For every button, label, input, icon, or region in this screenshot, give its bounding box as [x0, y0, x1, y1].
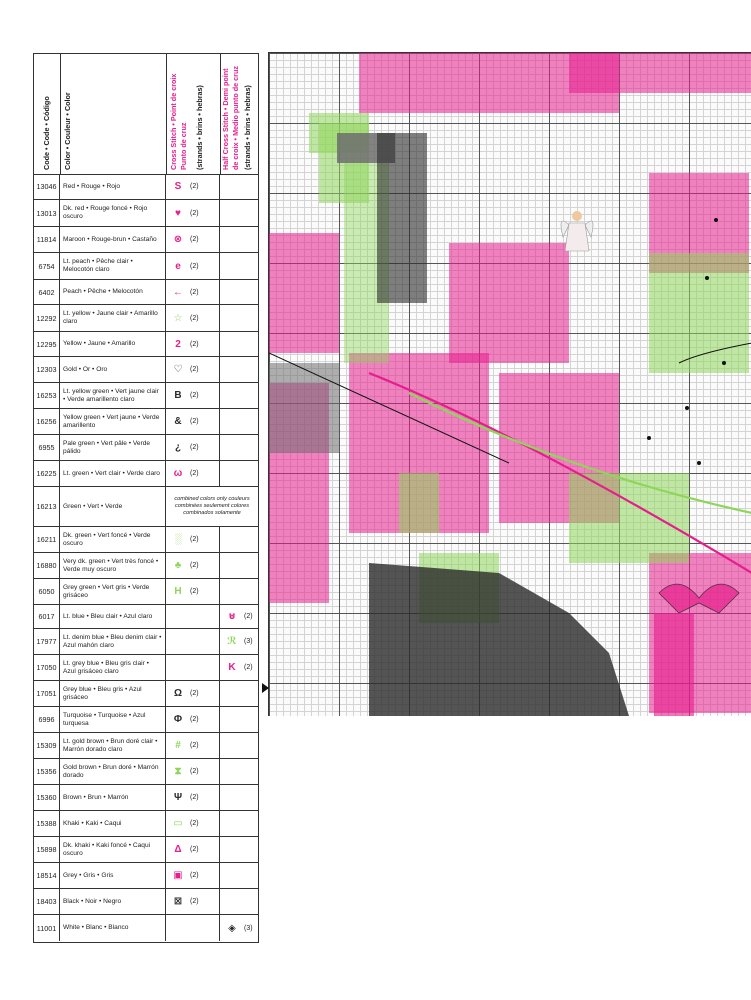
cross-stitch-cell	[166, 811, 220, 836]
thread-code: 15309	[34, 733, 60, 758]
stitch-symbol-icon: e	[175, 260, 181, 272]
half-stitch-cell	[220, 811, 258, 836]
strand-count: (2)	[190, 768, 199, 775]
half-stitch-cell	[220, 889, 258, 914]
strand-count: (2)	[190, 288, 199, 296]
strand-count: (2)	[190, 872, 199, 879]
key-row	[34, 280, 258, 305]
thread-color-name: Khaki • Kaki • Caqui	[60, 811, 166, 836]
thread-color-name: Very dk. green • Vert très foncé • Verde muy oscuro	[60, 553, 166, 578]
header-strands-1: (strands • brins • hebras)	[195, 85, 204, 170]
thread-color-name: Lt. blue • Bleu clair • Azul claro	[60, 605, 166, 628]
thread-color-name: Grey green • Vert gris • Verde grisáceo	[60, 579, 166, 604]
half-stitch-cell	[220, 681, 258, 706]
cross-stitch-cell	[166, 553, 220, 578]
bow-tail	[654, 613, 694, 716]
key-row	[34, 915, 258, 941]
strand-count: (2)	[190, 366, 199, 373]
thread-color-name: Black • Noir • Negro	[60, 889, 166, 914]
key-row	[34, 200, 258, 227]
strand-count: (2)	[190, 846, 199, 853]
header-half-col	[220, 54, 258, 174]
cross-stitch-cell	[166, 227, 220, 252]
center-arrow-marker	[262, 683, 269, 693]
cross-stitch-cell	[166, 280, 220, 304]
thread-color-name: Dk. khaki • Kaki foncé • Caqui oscuro	[60, 837, 166, 862]
thread-color-name: Grey blue • Bleu gris • Azul grisáceo	[60, 681, 166, 706]
key-row	[34, 579, 258, 605]
thread-color-name: Grey • Gris • Gris	[60, 863, 166, 888]
half-stitch-cell	[220, 253, 258, 279]
pattern-region	[569, 473, 689, 563]
half-stitch-cell	[220, 527, 258, 552]
thread-code: 15360	[34, 785, 60, 810]
key-header	[34, 54, 258, 175]
strand-count: (2)	[190, 588, 199, 595]
angel-body	[565, 223, 589, 251]
stitch-symbol-icon: S	[174, 181, 182, 192]
stitch-symbol-icon: ♥	[175, 207, 181, 219]
key-row	[34, 409, 258, 435]
thread-color-name: Lt. green • Vert clair • Verde claro	[60, 461, 166, 486]
stitch-symbol-icon: ⧗	[174, 766, 182, 777]
header-half-cross-2: de croix • Medio punto de cruz	[231, 66, 240, 170]
half-strand-count: (2)	[244, 664, 253, 671]
thread-code: 12292	[34, 305, 60, 331]
half-stitch-cell	[220, 280, 258, 304]
thread-code: 15898	[34, 837, 60, 862]
key-row	[34, 553, 258, 579]
thread-code: 6050	[34, 579, 60, 604]
key-row	[34, 811, 258, 837]
key-row	[34, 837, 258, 863]
half-stitch-cell	[220, 305, 258, 331]
key-row	[34, 174, 258, 200]
thread-code: 16225	[34, 461, 60, 486]
pillar-shadow	[377, 133, 427, 303]
pattern-region	[269, 233, 339, 353]
half-stitch-symbol-icon: ℛ	[227, 636, 237, 647]
stitch-symbol-icon: ☆	[173, 312, 183, 324]
half-stitch-cell	[220, 629, 258, 654]
strand-count: (2)	[190, 418, 199, 425]
thread-color-name: Lt. gold brown • Brun doré clair • Marrón dorado claro	[60, 733, 166, 758]
strand-count: (2)	[190, 470, 199, 477]
cross-stitch-cell	[166, 863, 220, 888]
cross-stitch-cell	[166, 759, 220, 784]
stitch-symbol-icon: ░	[174, 534, 182, 545]
key-row	[34, 227, 258, 253]
thread-code: 12303	[34, 357, 60, 382]
thread-color-name: Red • Rouge • Rojo	[60, 174, 166, 199]
key-row	[34, 629, 258, 655]
half-stitch-symbol-icon: ◈	[228, 922, 236, 934]
key-row	[34, 305, 258, 332]
thread-code: 16880	[34, 553, 60, 578]
chart-pattern	[269, 53, 751, 716]
stitch-symbol-icon: ω	[173, 468, 183, 479]
key-row	[34, 889, 258, 915]
half-stitch-cell	[220, 409, 258, 434]
thread-color-name: Lt. yellow green • Vert jaune clair • Verde amarillento claro	[60, 383, 166, 408]
half-stitch-cell	[220, 435, 258, 460]
thread-code: 16256	[34, 409, 60, 434]
stitch-symbol-icon: ♣	[174, 560, 182, 571]
left-tile-block	[269, 363, 339, 453]
thread-code: 18403	[34, 889, 60, 914]
key-row	[34, 435, 258, 461]
half-stitch-cell	[220, 785, 258, 810]
thread-color-name: Turquoise • Turquoise • Azul turquesa	[60, 707, 166, 732]
header-half-cross: Half Cross Stitch • Demi point	[221, 68, 230, 170]
cross-stitch-cell	[166, 837, 220, 862]
pattern-region	[569, 53, 751, 93]
stitch-symbol-icon: Ω	[173, 688, 183, 699]
key-row	[34, 785, 258, 811]
header-cross-stitch-2: Punto de cruz	[179, 122, 188, 170]
thread-color-name: Gold • Or • Oro	[60, 357, 166, 382]
thread-code: 11001	[34, 915, 60, 941]
thread-code: 18514	[34, 863, 60, 888]
strand-count: (2)	[190, 183, 199, 190]
key-row	[34, 461, 258, 487]
cross-stitch-cell	[166, 655, 220, 680]
thread-code: 16253	[34, 383, 60, 408]
half-stitch-cell	[220, 655, 258, 680]
cross-stitch-cell	[166, 461, 220, 486]
stitch-symbol-icon: ←	[173, 286, 183, 298]
cross-stitch-cell	[166, 174, 220, 199]
thread-color-name: White • Blanc • Blanco	[60, 915, 166, 941]
half-stitch-cell	[220, 579, 258, 604]
half-stitch-cell	[220, 707, 258, 732]
half-stitch-cell	[220, 863, 258, 888]
thread-color-name: Dk. red • Rouge foncé • Rojo oscuro	[60, 200, 166, 226]
stitch-symbol-icon: ⊠	[173, 896, 183, 907]
pattern-region	[399, 473, 439, 533]
header-cross-col	[166, 54, 221, 174]
thread-code: 17051	[34, 681, 60, 706]
key-row	[34, 733, 258, 759]
half-stitch-cell	[220, 332, 258, 356]
half-stitch-cell	[220, 174, 258, 199]
thread-code: 6955	[34, 435, 60, 460]
cross-stitch-cell	[166, 605, 220, 628]
thread-code: 11814	[34, 227, 60, 252]
half-stitch-cell	[220, 915, 258, 941]
color-key-table	[33, 53, 259, 943]
cross-stitch-cell	[166, 681, 220, 706]
thread-code: 12295	[34, 332, 60, 356]
stitch-symbol-icon: 2	[175, 338, 181, 350]
strand-count: (2)	[190, 562, 199, 569]
thread-color-name: Lt. peach • Pêche clair • Melocotón claro	[60, 253, 166, 279]
key-row	[34, 863, 258, 889]
thread-code: 13046	[34, 174, 60, 199]
thread-color-name: Green • Vert • Verde	[60, 487, 166, 526]
strand-count: (2)	[190, 820, 199, 827]
thread-color-name: Yellow • Jaune • Amarillo	[60, 332, 166, 356]
strand-count: (2)	[190, 340, 199, 348]
key-row	[34, 605, 258, 629]
pattern-region	[449, 243, 569, 363]
cross-stitch-chart	[268, 52, 751, 716]
chart-dot	[705, 276, 709, 280]
thread-color-name: Lt. denim blue • Bleu denim clair • Azul mahón claro	[60, 629, 166, 654]
half-stitch-cell	[220, 461, 258, 486]
header-code-col	[34, 54, 61, 174]
cross-stitch-cell	[166, 435, 220, 460]
half-stitch-symbol-icon: ⊍	[227, 611, 237, 622]
stitch-symbol-icon: #	[175, 740, 181, 751]
cross-stitch-cell	[166, 527, 220, 552]
thread-color-name: Gold brown • Brun doré • Marrón dorado	[60, 759, 166, 784]
half-stitch-cell	[220, 605, 258, 628]
cross-stitch-cell	[166, 200, 220, 226]
strand-count: (2)	[190, 536, 199, 543]
thread-code: 15388	[34, 811, 60, 836]
stitch-symbol-icon: Δ	[174, 844, 182, 855]
strand-count: (2)	[190, 794, 199, 801]
stitch-symbol-icon: ▭	[173, 818, 183, 829]
strand-count: (2)	[190, 392, 199, 399]
cross-stitch-cell	[166, 305, 220, 331]
stitch-symbol-icon: Ψ	[173, 792, 183, 803]
thread-code: 16213	[34, 487, 60, 526]
dark-base	[369, 563, 629, 716]
key-rows	[34, 174, 258, 942]
half-strand-count: (2)	[244, 613, 253, 620]
thread-code: 17977	[34, 629, 60, 654]
half-stitch-symbol-icon: K	[228, 662, 236, 673]
half-strand-count: (3)	[244, 924, 253, 932]
thread-color-name: Pale green • Vert pâle • Verde pálido	[60, 435, 166, 460]
cross-stitch-cell	[166, 409, 220, 434]
key-row	[34, 707, 258, 733]
stitch-symbol-icon: &	[174, 416, 182, 427]
angel-head	[572, 211, 582, 221]
header-color: Color • Couleur • Color	[63, 92, 72, 170]
cross-stitch-cell	[166, 332, 220, 356]
thread-code: 16211	[34, 527, 60, 552]
stitch-symbol-icon: ♡	[173, 364, 183, 375]
key-row	[34, 527, 258, 553]
cross-stitch-cell	[166, 629, 220, 654]
key-row	[34, 487, 258, 527]
stitch-symbol-icon: B	[174, 390, 182, 401]
strand-count: (2)	[190, 898, 199, 905]
key-row	[34, 759, 258, 785]
thread-color-name: Lt. yellow • Jaune clair • Amarillo claro	[60, 305, 166, 331]
thread-code: 6754	[34, 253, 60, 279]
strand-count: (2)	[190, 236, 199, 243]
thread-code: 6402	[34, 280, 60, 304]
header-code: Code • Code • Código	[42, 96, 51, 170]
cross-stitch-cell	[166, 707, 220, 732]
strand-count: (2)	[190, 314, 199, 322]
thread-color-name: Dk. green • Vert foncé • Verde oscuro	[60, 527, 166, 552]
cross-stitch-cell	[166, 487, 258, 526]
key-row	[34, 655, 258, 681]
thread-color-name: Lt. grey blue • Bleu gris clair • Azul grisáceo claro	[60, 655, 166, 680]
stitch-symbol-icon: ⊗	[173, 234, 183, 245]
strand-count: (2)	[190, 444, 199, 451]
chart-dot	[714, 218, 718, 222]
half-stitch-cell	[220, 837, 258, 862]
thread-code: 6996	[34, 707, 60, 732]
header-cross-stitch: Cross Stitch • Point de croix	[169, 73, 178, 170]
thread-color-name: Yellow green • Vert jaune • Verde amarillento	[60, 409, 166, 434]
chart-dot	[685, 406, 689, 410]
key-row	[34, 681, 258, 707]
cross-stitch-cell	[166, 383, 220, 408]
thread-color-name: Maroon • Rouge-brun • Castaño	[60, 227, 166, 252]
half-stitch-cell	[220, 553, 258, 578]
half-stitch-cell	[220, 357, 258, 382]
cross-stitch-cell	[166, 579, 220, 604]
strand-count: (2)	[190, 690, 199, 697]
thread-code: 17050	[34, 655, 60, 680]
header-color-col	[60, 54, 167, 174]
strand-count: (2)	[190, 209, 199, 217]
chart-dot	[647, 436, 651, 440]
thread-code: 15356	[34, 759, 60, 784]
key-row	[34, 357, 258, 383]
cross-stitch-cell	[166, 357, 220, 382]
header-strands-2: (strands • brins • hebras)	[243, 85, 252, 170]
key-row	[34, 332, 258, 357]
cross-stitch-cell	[166, 915, 220, 941]
cross-stitch-cell	[166, 785, 220, 810]
key-row	[34, 253, 258, 280]
half-stitch-cell	[220, 759, 258, 784]
thread-code: 13013	[34, 200, 60, 226]
half-stitch-cell	[220, 200, 258, 226]
half-stitch-cell	[220, 227, 258, 252]
chart-dot	[722, 361, 726, 365]
half-stitch-cell	[220, 733, 258, 758]
thread-color-name: Peach • Pêche • Melocotón	[60, 280, 166, 304]
stitch-symbol-icon: ▣	[173, 870, 183, 881]
half-strand-count: (3)	[244, 638, 253, 645]
strand-count: (2)	[190, 742, 199, 749]
strand-count: (2)	[190, 716, 199, 723]
stitch-symbol-icon: H	[174, 586, 182, 597]
thread-code: 6017	[34, 605, 60, 628]
stitch-symbol-icon: Φ	[173, 714, 183, 725]
half-stitch-cell	[220, 383, 258, 408]
stitch-symbol-icon: ¿	[174, 442, 182, 453]
thread-color-name: Brown • Brun • Marrón	[60, 785, 166, 810]
chart-dot	[697, 461, 701, 465]
key-row	[34, 383, 258, 409]
strand-count: (2)	[190, 262, 199, 270]
cross-stitch-cell	[166, 889, 220, 914]
combined-note: combined colors only couleurs combinées seulement colores combinados solamente	[174, 496, 250, 516]
cross-stitch-cell	[166, 733, 220, 758]
cross-stitch-cell	[166, 253, 220, 279]
